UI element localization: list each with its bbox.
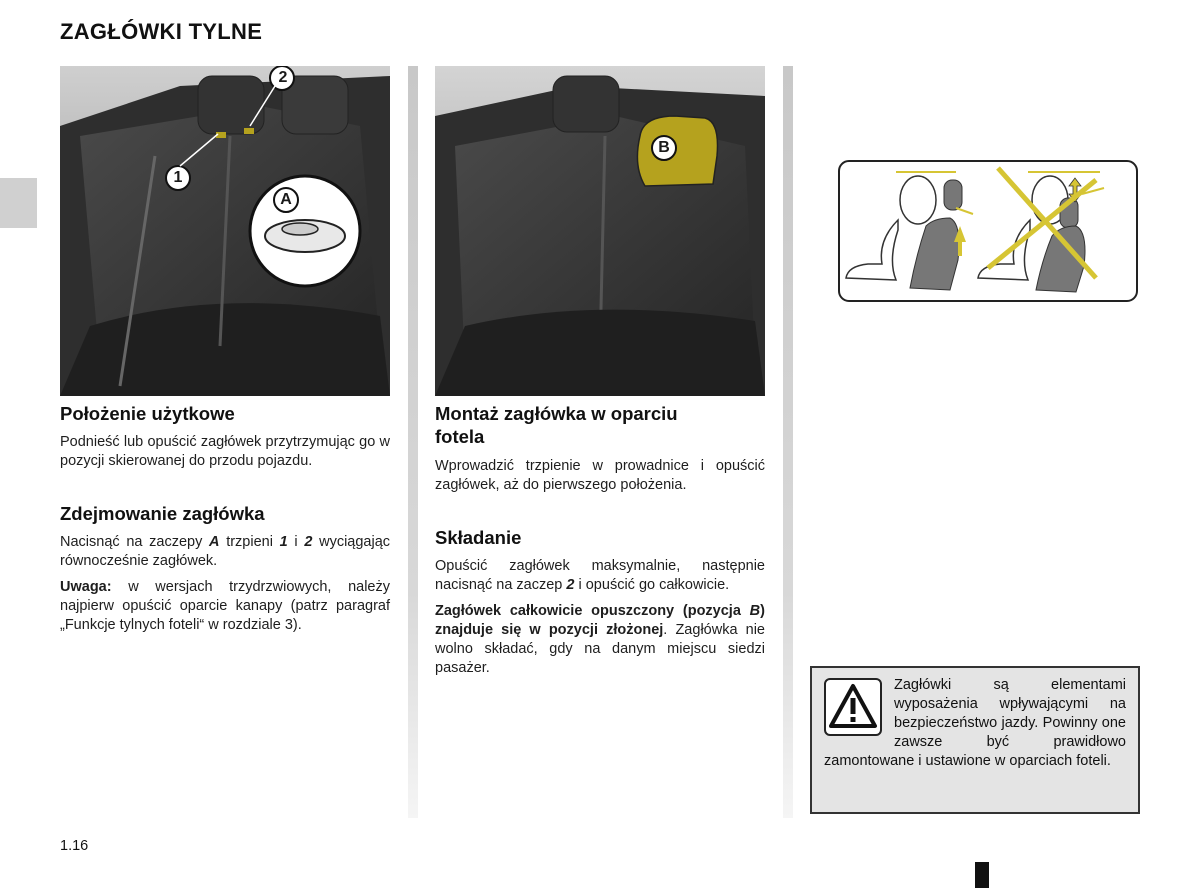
column-divider	[408, 66, 418, 818]
page-number: 1.16	[60, 838, 89, 854]
section-body	[435, 602, 765, 678]
section-heading: Zdejmowanie zagłówka	[60, 503, 265, 524]
warning-triangle-icon	[824, 678, 882, 736]
chapter-tab	[0, 178, 37, 228]
headrest-position-diagram	[838, 160, 1138, 302]
text-run: trzpieni	[219, 534, 280, 550]
ref-number: 1	[279, 534, 288, 550]
text-run: w wersjach trzydrzwiowych, należy najpierw opuścić oparcie kanapy (patrz paragraf „Funkcje tylnych foteli“ w rozdziale 3).	[60, 579, 390, 633]
section-heading: Składanie	[435, 527, 522, 548]
text-run: Nacisnąć na zaczepy	[60, 534, 210, 550]
section-body: Podnieść lub opuścić zagłówek przytrzymując go w pozycji skierowanej do przodu pojazdu.	[60, 434, 390, 469]
text-run: . Zagłówka nie wolno składać, gdy na danym miejscu siedzi pasażer.	[435, 622, 765, 676]
text-run: wyciągając równocześnie zagłówek.	[60, 534, 391, 569]
callout-a: A	[280, 191, 292, 208]
note-paragraph	[60, 578, 390, 635]
ref-number: 2	[566, 577, 575, 593]
note-label: Uwaga:	[60, 579, 112, 595]
text-run: i	[287, 534, 305, 550]
text-run: ) znajduje się w pozycji złożonej	[435, 603, 765, 638]
section-body: Wprowadzić trzpienie w prowadnice i opuścić zagłówek, aż do pierwszego położenia.	[435, 458, 765, 493]
text-run: i opuścić go całkowicie.	[574, 577, 730, 593]
section-body	[435, 557, 765, 595]
page-title: ZAGŁÓWKI TYLNE	[60, 19, 263, 44]
warning-text: Zagłówki są elementami wyposażenia wpływającymi na bezpieczeństwo jazdy. Powinny one zawsze być prawidłowo zamontowane i ustawione w oparciach foteli.	[824, 677, 1126, 769]
section-heading: Położenie użytkowe	[60, 403, 235, 424]
section-body	[60, 533, 390, 571]
ref-letter: B	[749, 603, 761, 619]
text-run: Opuścić zagłówek maksymalnie, następnie nacisnąć na zaczep	[435, 558, 765, 593]
column-divider	[783, 66, 793, 818]
callout-b: B	[658, 139, 670, 156]
callout-2: 2	[278, 69, 288, 86]
rear-seat-photo	[60, 66, 390, 396]
callout-1: 1	[173, 169, 183, 186]
ref-letter: A	[209, 534, 220, 550]
page-edge-marker	[975, 862, 989, 888]
ref-number: 2	[304, 534, 313, 550]
folded-headrest-photo	[435, 66, 765, 396]
text-run: Zagłówek całkowicie opuszczony (pozycja	[435, 603, 750, 619]
section-heading: Montaż zagłówka w oparciu fotela	[435, 403, 678, 447]
warning-box	[810, 666, 1140, 814]
